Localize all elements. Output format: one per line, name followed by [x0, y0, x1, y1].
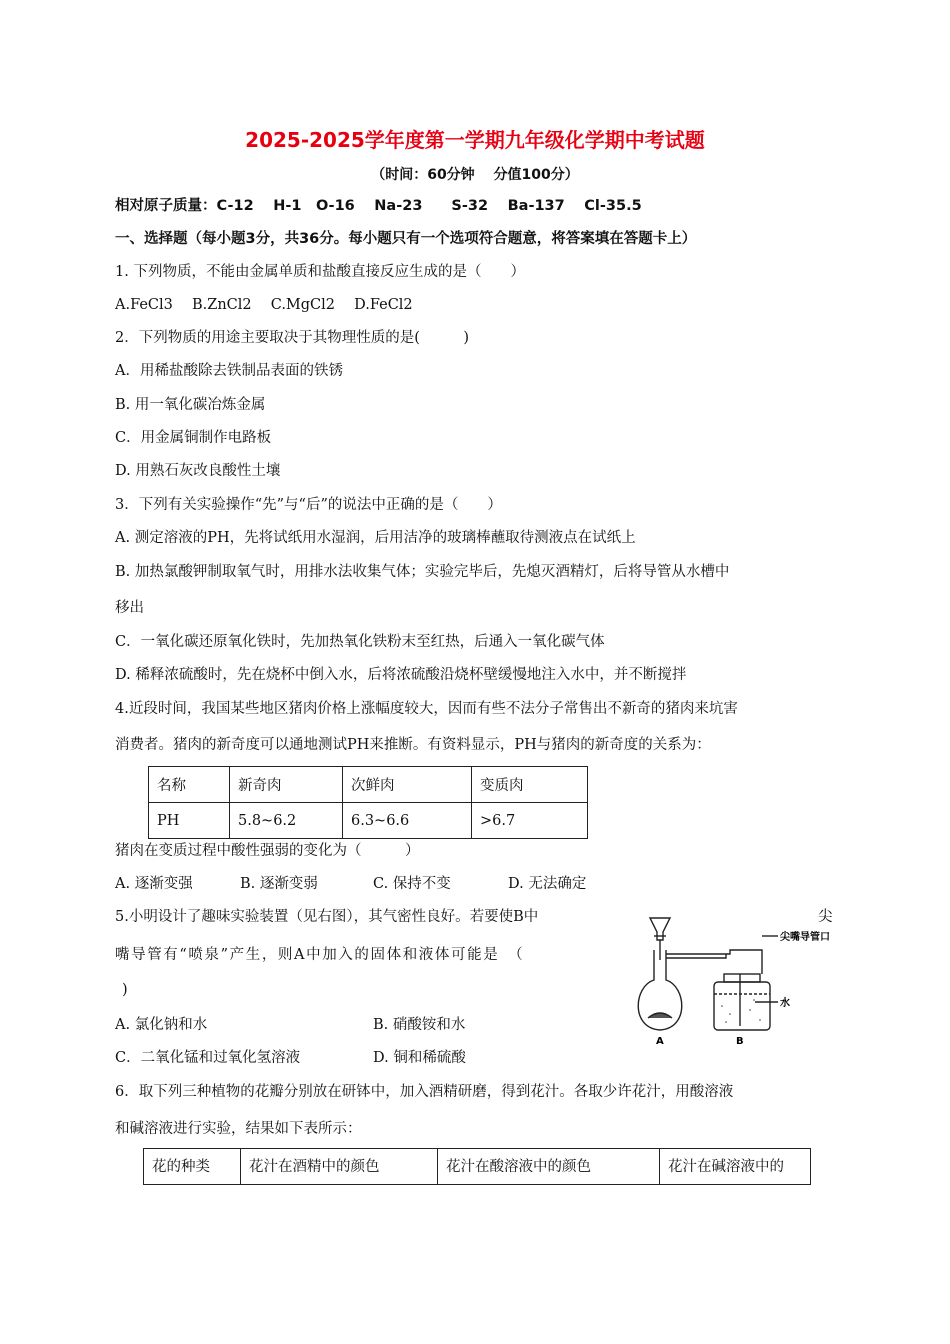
question-4-stem: 4.近段时间，我国某些地区猪肉价格上涨幅度较大，因而有些不法分子常售出不新奇的猪肉来坑害	[115, 701, 738, 717]
label-nozzle: 尖嘴导管口	[780, 932, 830, 943]
flower-indicator-table	[143, 1148, 811, 1185]
exam-subtitle: （时间：60分钟 分值100分）	[371, 167, 579, 183]
question-5-stem-cont: 嘴导管有“喷泉”产生，则A中加入的固体和液体可能是 （	[115, 947, 525, 963]
bottle-b-stopper	[724, 974, 760, 982]
question-3-option-d: D. 稀释浓硫酸时，先在烧杯中倒入水，后将浓硫酸沿烧杯壁缓慢地注入水中，并不断搅拌	[115, 667, 687, 683]
question-2-option-d: D. 用熟石灰改良酸性土壤	[115, 463, 281, 479]
question-5-option-a: A. 氯化钠和水	[115, 1017, 208, 1033]
question-3-option-a: A. 测定溶液的PH，先将试纸用水湿润，后用洁净的玻璃棒蘸取待测液点在试纸上	[115, 530, 636, 546]
separatory-funnel	[650, 918, 670, 940]
question-4-question: 猪肉在变质过程中酸性强弱的变化为（ ）	[115, 843, 420, 859]
question-3-option-b-cont: 移出	[115, 600, 144, 616]
table-cell: 名称	[149, 767, 230, 803]
question-2-option-b: B. 用一氧化碳冶炼金属	[115, 397, 266, 413]
question-5-stem: 5.小明设计了趣味实验装置（见右图），其气密性良好。若要使B中	[115, 909, 539, 925]
table-cell: >6.7	[472, 803, 588, 839]
question-4-option-b: B. 逐渐变弱	[240, 876, 318, 892]
question-4-option-a: A. 逐渐变强	[115, 876, 193, 892]
question-4-option-c: C. 保持不变	[373, 876, 451, 892]
flask-solid	[648, 1013, 672, 1018]
table-cell: 6.3~6.6	[343, 803, 472, 839]
question-6-stem: 6．取下列三种植物的花瓣分别放在研钵中，加入酒精研磨，得到花汁。各取少许花汁，用酸溶液	[115, 1084, 734, 1100]
table-cell: 5.8~6.2	[230, 803, 343, 839]
table-cell: PH	[149, 803, 230, 839]
label-a: A	[656, 1036, 664, 1047]
question-6-stem-cont: 和碱溶液进行实验，结果如下表所示：	[115, 1121, 362, 1137]
question-5-option-b: B. 硝酸铵和水	[373, 1017, 466, 1033]
table-row	[149, 767, 588, 803]
apparatus-diagram	[630, 910, 840, 1050]
table-row	[149, 803, 588, 839]
label-water: 水	[780, 998, 790, 1009]
ph-freshness-table	[148, 766, 588, 839]
question-3-option-c: C．一氧化碳还原氧化铁时，先加热氧化铁粉末至红热，后通入一氧化碳气体	[115, 634, 605, 650]
question-5-option-c: C．二氧化锰和过氧化氢溶液	[115, 1050, 301, 1066]
table-cell: 新奇肉	[230, 767, 343, 803]
question-3-stem: 3．下列有关实验操作“先”与“后”的说法中正确的是（ ）	[115, 497, 502, 513]
table-header-cell: 花汁在碱溶液中的	[660, 1149, 811, 1185]
exam-title: 2025-2025学年度第一学期九年级化学期中考试题	[245, 128, 705, 152]
atomic-mass-line: 相对原子质量：C-12 H-1 O-16 Na-23 S-32 Ba-137 Cl-35.5	[115, 198, 642, 214]
question-1-options: A.FeCl3 B.ZnCl2 C.MgCl2 D.FeCl2	[115, 297, 413, 313]
section-heading: 一、选择题（每小题3分，共36分。每小题只有一个选项符合题意，将答案填在答题卡上）	[115, 231, 697, 247]
question-4-stem-cont: 消费者。猪肉的新奇度可以通地测试PH来推断。有资料显示，PH与猪肉的新奇度的关系为：	[115, 737, 711, 753]
question-2-option-a: A．用稀盐酸除去铁制品表面的铁锈	[115, 363, 343, 379]
question-4-option-d: D. 无法确定	[508, 876, 587, 892]
question-1-stem: 1. 下列物质，不能由金属单质和盐酸直接反应生成的是（ ）	[115, 264, 525, 280]
label-b: B	[736, 1036, 744, 1047]
question-2-option-c: C．用金属铜制作电路板	[115, 430, 272, 446]
table-cell: 变质肉	[472, 767, 588, 803]
connecting-tube	[666, 950, 762, 974]
question-5-stem-close: )	[122, 982, 128, 998]
table-cell: 次鲜肉	[343, 767, 472, 803]
table-header-cell: 花汁在酒精中的颜色	[241, 1149, 438, 1185]
question-5-option-d: D. 铜和稀硫酸	[373, 1050, 466, 1066]
table-header-cell: 花汁在酸溶液中的颜色	[438, 1149, 660, 1185]
question-5-stem-end: 尖	[818, 909, 833, 925]
table-header-cell: 花的种类	[144, 1149, 241, 1185]
question-2-stem: 2．下列物质的用途主要取决于其物理性质的是( )	[115, 330, 470, 346]
question-3-option-b: B. 加热氯酸钾制取氧气时，用排水法收集气体；实验完毕后，先熄灭酒精灯，后将导管从水槽中	[115, 564, 730, 580]
table-header-row	[144, 1149, 811, 1185]
